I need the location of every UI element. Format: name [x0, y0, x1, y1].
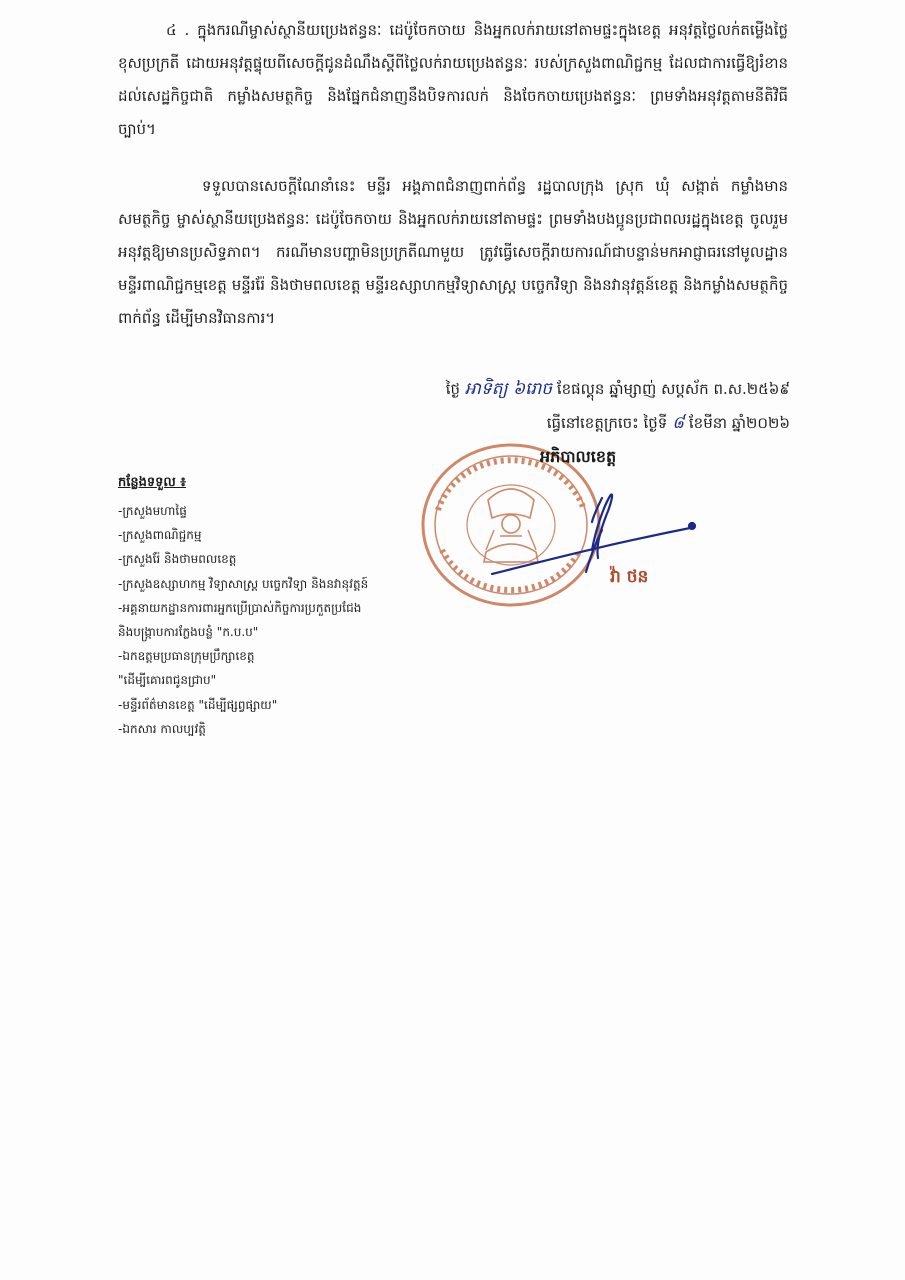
recipient-item: -អគ្គនាយកដ្ឋានការពារអ្នកប្រើប្រាស់កិច្ចការប្រកួតប្រជែង: [118, 600, 362, 615]
place-date-day-handwritten: ៨: [672, 413, 685, 433]
governor-name: វ៉ា ថន: [610, 567, 649, 587]
recipient-item: "ដើម្បីគោរពជូនជ្រាប": [118, 673, 217, 688]
recipients-list: [118, 499, 448, 741]
date-block: [370, 372, 790, 440]
place-date-prefix: ធ្វើនៅខេត្តក្រចេះ ថ្ងៃទី: [546, 414, 668, 432]
recipient-item: -ឯកសារ កាលប្បវត្តិ: [118, 721, 206, 736]
place-date-suffix: ខែមីនា ឆ្នាំ២០២៦: [688, 414, 790, 432]
recipients-title: កន្លែងទទួល ៖: [118, 475, 187, 490]
recipient-item: -ឯកឧត្តមប្រធានក្រុមប្រឹក្សាខេត្ត: [118, 649, 255, 664]
recipient-item: -ក្រសួងរ៉ែ និងថាមពលខេត្ត: [118, 552, 237, 567]
lunar-date-line: [370, 372, 790, 406]
recipient-item: -ក្រសួងឧស្សាហកម្ម វិទ្យាសាស្ត្រ បច្ចេកវិទ្យា និងនវានុវត្តន៍: [118, 576, 369, 591]
recipient-item: -ក្រសួងពាណិជ្ជកម្ម: [118, 528, 202, 543]
recipient-item: និងបង្ក្រាបការក្លែងបន្លំ "ក.ប.ប": [118, 625, 259, 640]
handwritten-signature: [480, 488, 710, 588]
paragraph-closing: ទទួលបានសេចក្តីណែនាំនេះ មន្ទីរ អង្គភាពជំនាញពាក់ព័ន្ធ រដ្ឋបាលក្រុង ស្រុក ឃុំ សង្កាត់ កម្លាំងមានសមត្ថកិច្ច ម្ចាស់ស្ថានីយប្រេងឥន្ធនៈ ដេប៉ូចែកចាយ និងអ្នកលក់រាយនៅតាមផ្ទះ ព្រមទាំងបងប្អូនប្រជាពលរដ្ឋក្នុងខេត្ត ចូលរួមអនុវត្តឱ្យមានប្រសិទ្ធភាព។ ករណីមានបញ្ហាមិនប្រក្រតីណាមួយ ត្រូវធ្វើសេចក្តីរាយការណ៍ជាបន្ទាន់មកអាជ្ញាធរនៅមូលដ្ឋាន មន្ទីរពាណិជ្ជកម្មខេត្ត មន្ទីររ៉ែ និងថាមពលខេត្ត មន្ទីរឧស្សាហកម្មវិទ្យាសាស្ត្រ បច្ចេកវិទ្យា និងនវានុវត្តន៍ខេត្ត និងកម្លាំងសមត្ថកិច្ចពាក់ព័ន្ធ ដើម្បីមានវិធានការ។: [118, 177, 788, 327]
recipient-item: -មន្ទីរព័ត៌មានខេត្ត "ដើម្បីផ្សព្វផ្សាយ": [118, 697, 278, 712]
place-date-line: [370, 406, 790, 440]
lunar-date-suffix: ខែផល្គុន ឆ្នាំម្សាញ់ សប្តស័ក ព.ស.២៥៦៩: [556, 380, 790, 398]
recipient-item: -ក្រសួងមហាផ្ទៃ: [118, 504, 187, 518]
recipients-section: [118, 474, 448, 741]
lunar-date-handwritten: អាទិត្យ ៦រោច: [464, 379, 553, 399]
governor-title: អភិបាលខេត្ត: [540, 447, 617, 466]
lunar-date-prefix: ថ្ងៃ: [445, 380, 461, 398]
paragraph-point-4: ៤ . ក្នុងករណីម្ចាស់ស្ថានីយប្រេងឥន្ធនៈ ដេប៉ូចែកចាយ និងអ្នកលក់រាយនៅតាមផ្ទះក្នុងខេត្ត អនុវត្តថ្លៃលក់តម្លើងថ្លៃខុសប្រក្រតី ដោយអនុវត្តផ្ទុយពីសេចក្តីជូនដំណឹងស្តីពីថ្លៃលក់រាយប្រេងឥន្ធនៈ របស់ក្រសួងពាណិជ្ជកម្ម ដែលជាការធ្វើឱ្យរំខានដល់សេដ្ឋកិច្ចជាតិ កម្លាំងសមត្ថកិច្ច និងផ្នែកជំនាញនឹងបិទការលក់ និងចែកចាយប្រេងឥន្ធនៈ ព្រមទាំងអនុវត្តតាមនីតិវិធីច្បាប់។: [118, 21, 788, 138]
